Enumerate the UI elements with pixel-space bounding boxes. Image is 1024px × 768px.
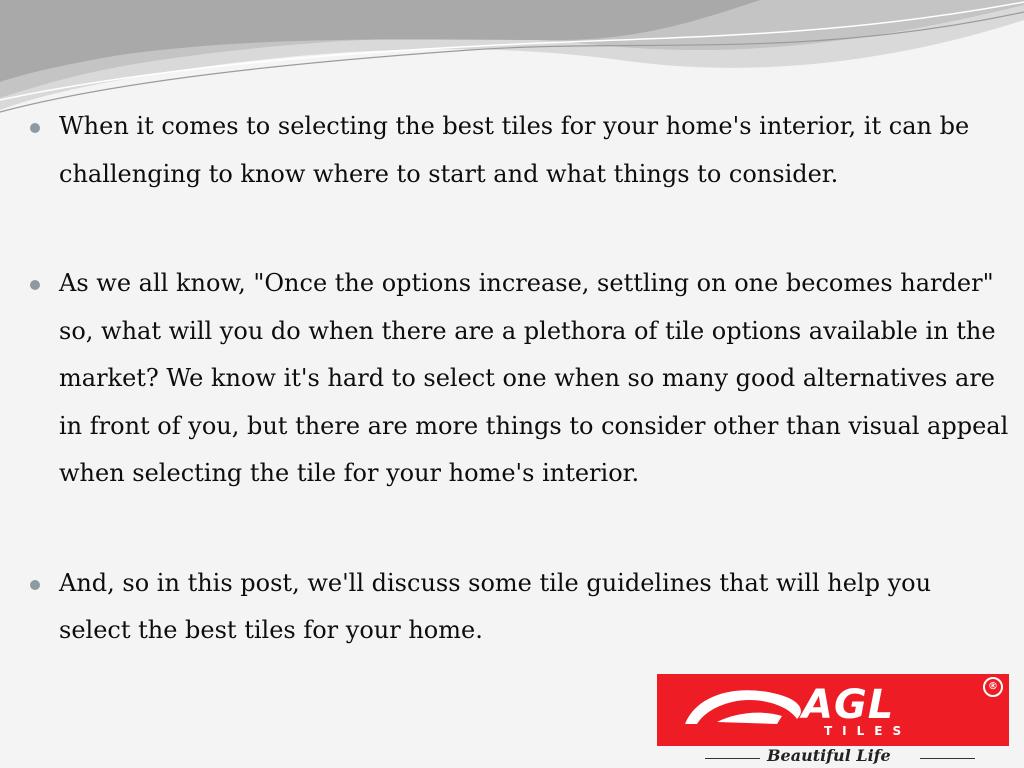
logo-tagline (705, 746, 1005, 768)
bullet-item (30, 560, 1010, 655)
bullet-item (30, 103, 1010, 198)
bullet-text: As we all know, "Once the options increase, settling on one becomes harder" so, what will you do when there are a plethora of tile options available in the market? We know it's hard to select one when so many good alternatives are in front of you, but there are more things to consider other than visual appeal when selecting the tile for your home's interior. (59, 269, 1009, 487)
bullet-item (30, 260, 1010, 498)
registered-mark: ® (983, 677, 1003, 697)
agl-tiles-logo (657, 674, 1009, 746)
bullet-dot-icon (30, 123, 40, 133)
bullet-list (30, 103, 1010, 655)
header-swoosh-decoration (0, 0, 1024, 120)
bullet-dot-icon (30, 580, 40, 590)
tagline-text: Beautiful Life (767, 746, 891, 765)
logo-brand-text: AGL (802, 682, 895, 728)
tagline-right-rule (920, 758, 975, 759)
tagline-left-rule (705, 758, 760, 759)
bullet-dot-icon (30, 280, 40, 290)
bullet-text: When it comes to selecting the best tiles for your home's interior, it can be challenging to know where to start and what things to consider. (59, 112, 970, 188)
logo-sub-text: TILES (824, 724, 912, 738)
bullet-text: And, so in this post, we'll discuss some tile guidelines that will help you select the best tiles for your home. (59, 568, 932, 644)
